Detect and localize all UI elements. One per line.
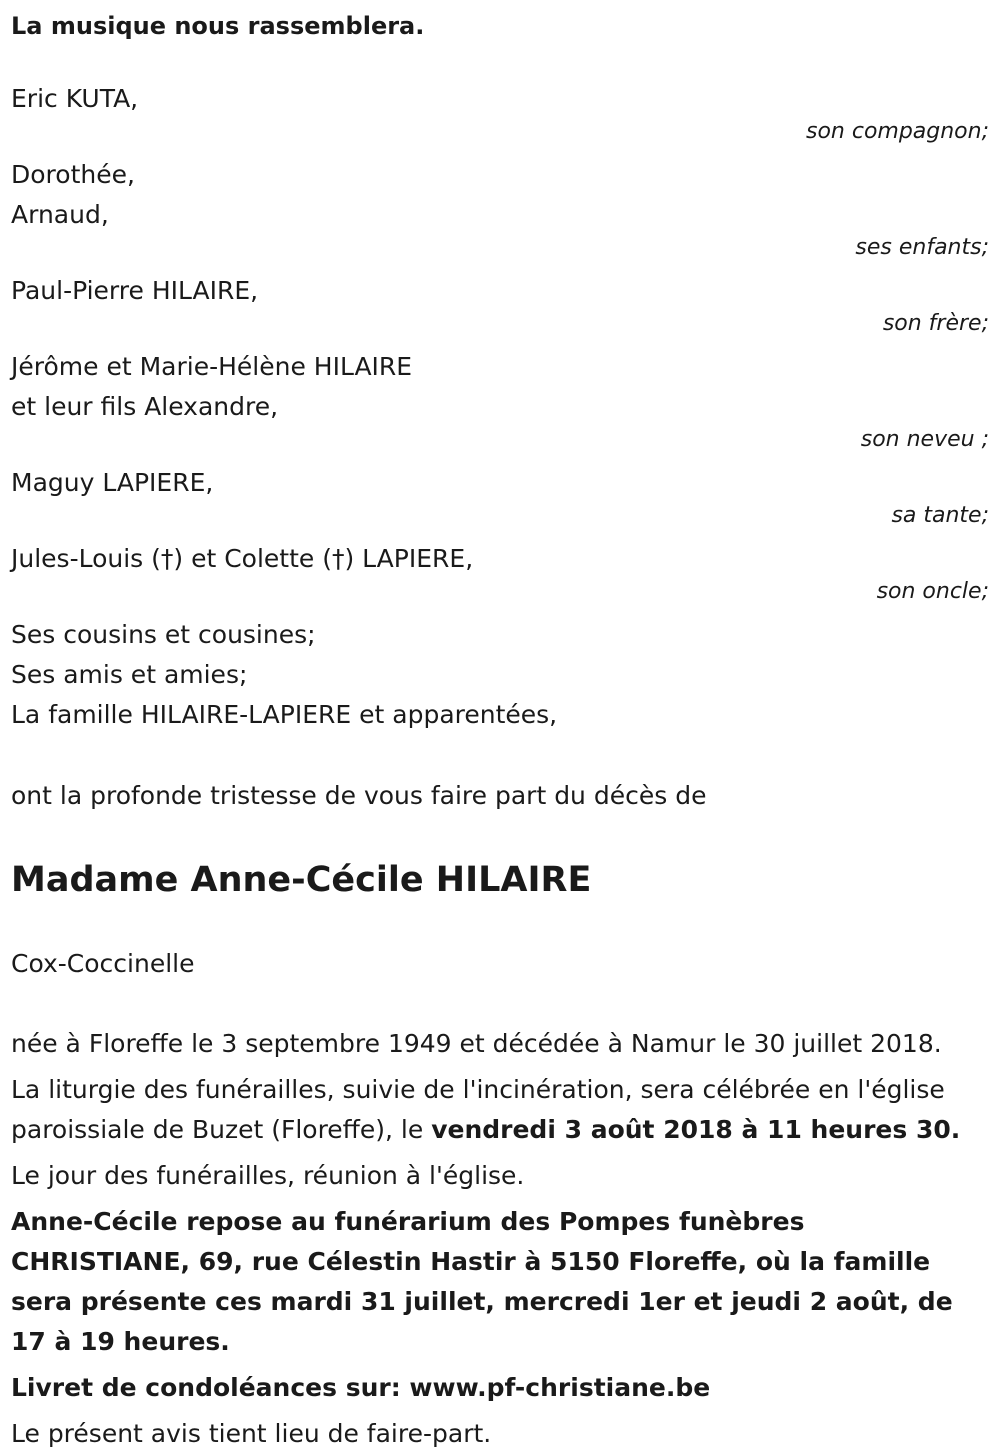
family-group-nephew [11,347,989,453]
family-member: Arnaud, [11,200,109,229]
funerarium-info: Anne-Cécile repose au funérarium des Pompes funèbres CHRISTIANE, 69, rue Célestin Hastir à 5150 Floreffe, où la famille sera présente ces mardi 31 juillet, mercredi 1er et jeudi 2 août, de 17 à 19 heures. [11,1207,953,1356]
motto: La musique nous rassemblera. [11,12,425,40]
liturgy-text: La liturgie des funérailles, suivie de l'incinération, sera célébrée en l'église paroissiale de Buzet (Floreffe), le [11,1075,945,1144]
relatives-line: Ses cousins et cousines; [11,620,316,649]
family-group-brother [11,271,989,337]
family-member: Dorothée, [11,160,135,189]
relation-label: son compagnon; [805,119,989,144]
relation-label: son frère; [882,311,989,336]
relatives-line: Ses amis et amies; [11,660,248,689]
family-member: Paul-Pierre HILAIRE, [11,276,259,305]
family-group-uncle [11,539,989,605]
family-member: Eric KUTA, [11,84,139,113]
condolences-link: Livret de condoléances sur: www.pf-christiane.be [11,1373,711,1402]
family-member: Jérôme et Marie-Hélène HILAIRE [11,352,413,381]
meeting-info: Le jour des funérailles, réunion à l'église. [11,1161,525,1190]
family-member: Jules-Louis (†) et Colette (†) LAPIERE, [11,544,474,573]
family-group-children [11,155,989,261]
nickname: Cox-Coccinelle [11,949,195,978]
deceased-name: Madame Anne-Cécile HILAIRE [11,860,592,900]
closing-note: Le présent avis tient lieu de faire-part. [11,1419,492,1448]
family-group-aunt [11,463,989,529]
obituary-notice [11,6,989,1454]
relation-label: sa tante; [891,503,989,528]
family-member: et leur fils Alexandre, [11,392,279,421]
announcement-intro: ont la profonde tristesse de vous faire part du décès de [11,781,707,810]
relatives-line: La famille HILAIRE-LAPIERE et apparentées, [11,700,558,729]
other-relatives [11,615,989,735]
birth-death-info: née à Floreffe le 3 septembre 1949 et décédée à Namur le 30 juillet 2018. [11,1029,942,1058]
relation-label: son oncle; [876,579,989,604]
liturgy-date: vendredi 3 août 2018 à 11 heures 30. [431,1115,961,1144]
relation-label: ses enfants; [855,235,989,260]
family-member: Maguy LAPIERE, [11,468,214,497]
relation-label: son neveu ; [860,427,989,452]
liturgy-info [11,1070,989,1150]
family-group-companion [11,79,989,145]
